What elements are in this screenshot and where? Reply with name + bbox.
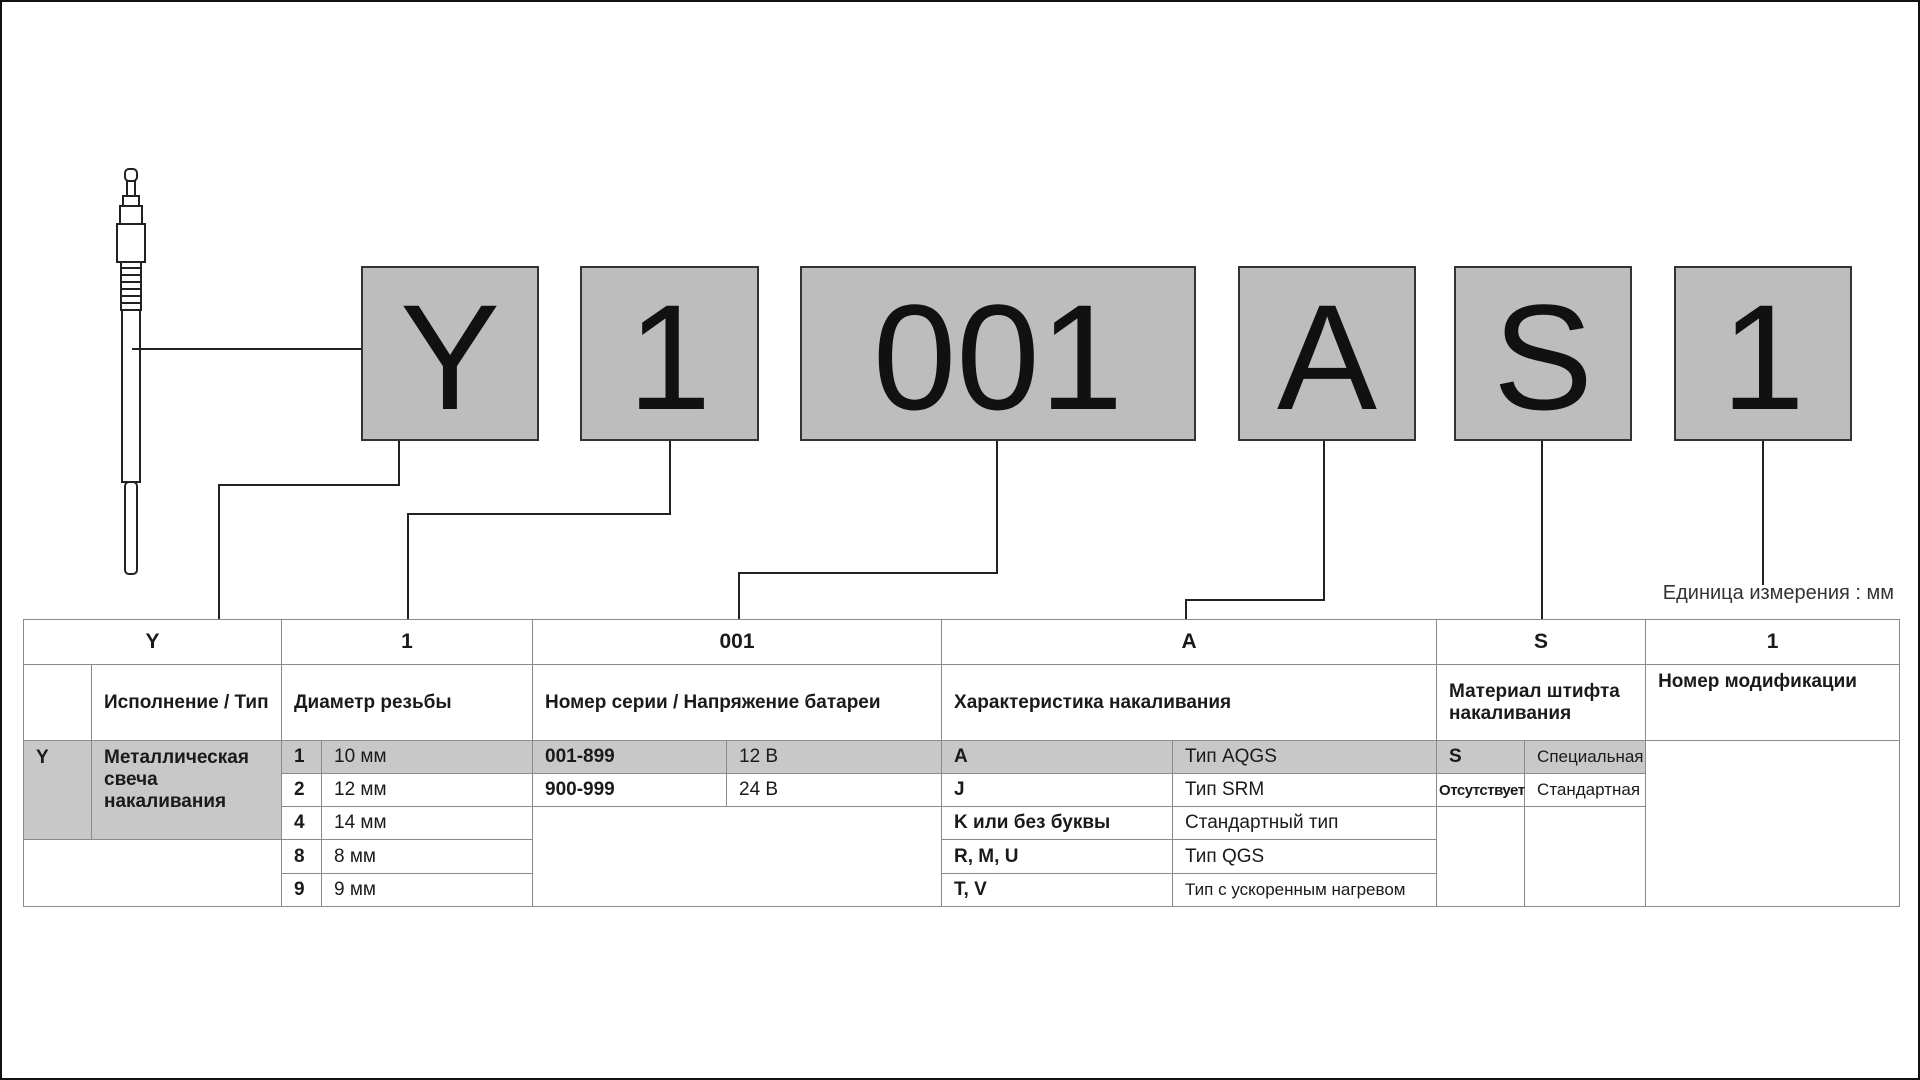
code-cell-thread: 1 — [282, 620, 533, 665]
thread-value: 12 мм — [322, 774, 533, 807]
glow-plug-icon — [117, 169, 145, 574]
code-box-pin: S — [1454, 266, 1632, 441]
pin-empty-code — [1437, 807, 1525, 907]
code-box-type: Y — [361, 266, 539, 441]
series-value: 24 В — [727, 774, 942, 807]
header-thread: Диаметр резьбы — [282, 665, 533, 741]
glow-code: A — [942, 740, 1173, 773]
pin-code: S — [1437, 740, 1525, 773]
series-value: 12 В — [727, 740, 942, 773]
thread-value: 9 мм — [322, 873, 533, 906]
series-empty-cell — [533, 807, 942, 907]
glow-value: Тип с ускоренным нагревом — [1173, 873, 1437, 906]
pin-code: Отсутствует — [1437, 774, 1525, 807]
unit-note: Единица измерения : мм — [1662, 582, 1894, 604]
series-code: 001-899 — [533, 740, 727, 773]
code-cell-pin: S — [1437, 620, 1646, 665]
header-glow: Характеристика накаливания — [942, 665, 1437, 741]
table-row — [24, 740, 1900, 773]
header-mod: Номер модификации — [1646, 665, 1900, 741]
mod-empty-cell — [1646, 740, 1900, 906]
pin-value: Специальная — [1525, 740, 1646, 773]
table-row — [24, 774, 1900, 807]
code-cell-mod: 1 — [1646, 620, 1900, 665]
header-pin: Материал штифта накаливания — [1437, 665, 1646, 741]
thread-code: 9 — [282, 873, 322, 906]
pin-empty-value — [1525, 807, 1646, 907]
type-label: Металлическая свеча накаливания — [92, 740, 282, 840]
header-series: Номер серии / Напряжение батареи — [533, 665, 942, 741]
glow-code: T, V — [942, 873, 1173, 906]
code-row — [24, 620, 1900, 665]
thread-value: 8 мм — [322, 840, 533, 873]
glow-code: R, M, U — [942, 840, 1173, 873]
type-code: Y — [24, 740, 92, 840]
pin-value: Стандартная — [1525, 774, 1646, 807]
thread-value: 10 мм — [322, 740, 533, 773]
code-cell-glow: A — [942, 620, 1437, 665]
diagram-graphics — [2, 2, 1918, 1078]
code-box-mod: 1 — [1674, 266, 1852, 441]
header-empty — [24, 665, 92, 741]
thread-code: 1 — [282, 740, 322, 773]
thread-value: 14 мм — [322, 807, 533, 840]
code-box-thread: 1 — [580, 266, 759, 441]
thread-code: 4 — [282, 807, 322, 840]
code-box-series: 001 — [800, 266, 1196, 441]
glow-value: Тип SRM — [1173, 774, 1437, 807]
code-cell-type: Y — [24, 620, 282, 665]
header-row — [24, 665, 1900, 741]
table-row — [24, 807, 1900, 840]
thread-code: 8 — [282, 840, 322, 873]
glow-code: K или без буквы — [942, 807, 1173, 840]
header-type: Исполнение / Тип — [92, 665, 282, 741]
glow-value: Стандартный тип — [1173, 807, 1437, 840]
glow-value: Тип AQGS — [1173, 740, 1437, 773]
glow-value: Тип QGS — [1173, 840, 1437, 873]
code-cell-series: 001 — [533, 620, 942, 665]
glow-code: J — [942, 774, 1173, 807]
thread-code: 2 — [282, 774, 322, 807]
code-box-glow: A — [1238, 266, 1416, 441]
type-empty-cell — [24, 840, 282, 907]
series-code: 900-999 — [533, 774, 727, 807]
spec-table — [23, 619, 1900, 907]
